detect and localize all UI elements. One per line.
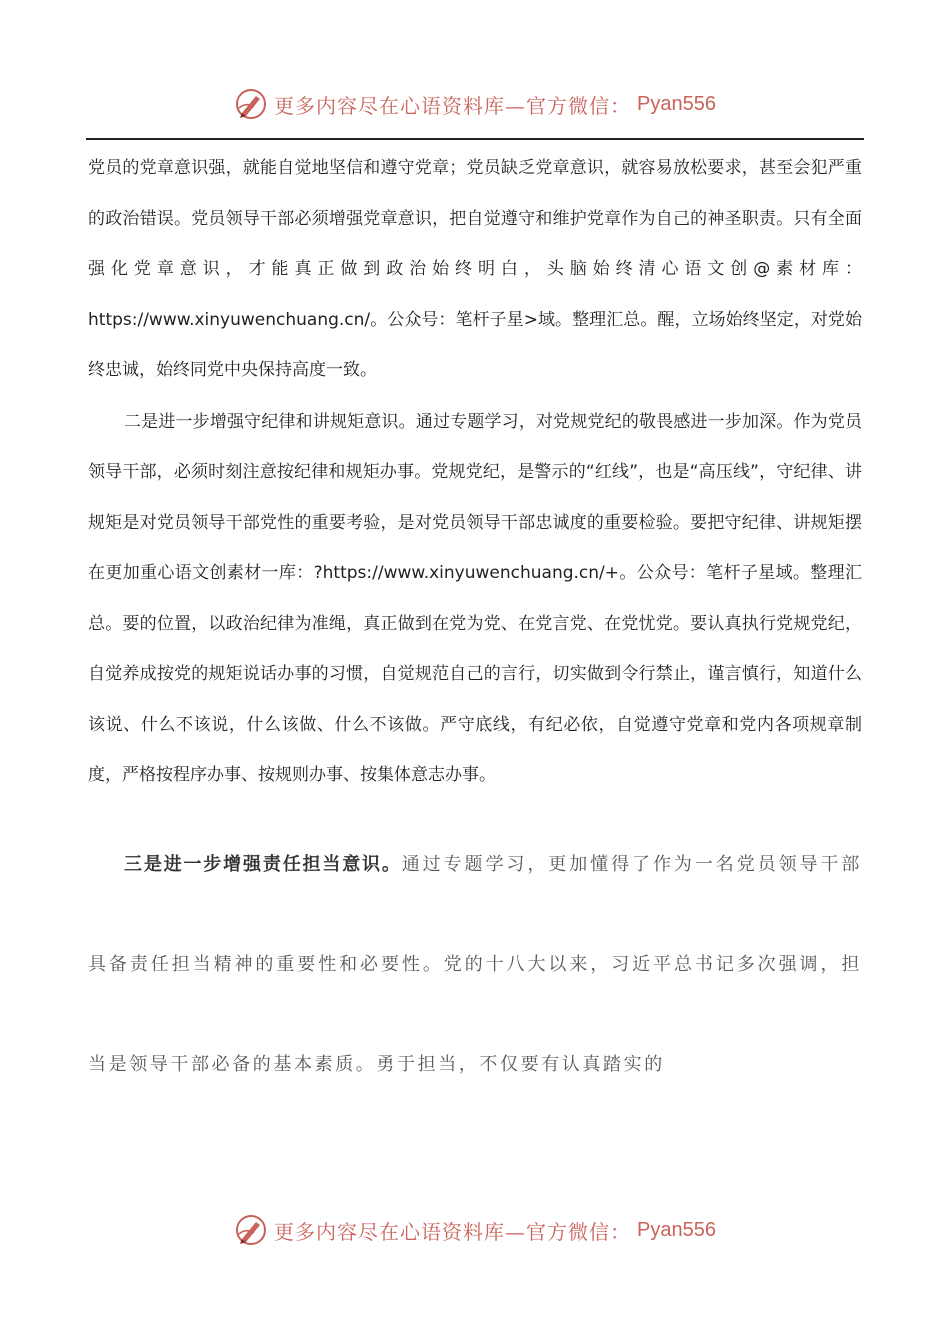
footer-brand: [234, 1213, 716, 1247]
page-footer: [0, 1210, 950, 1250]
paragraph-2: 二是进一步增强守纪律和讲规矩意识。通过专题学习，对党规党纪的敬畏感进一步加深。作为党员领导干部，必须时刻注意按纪律和规矩办事。党规党纪，是警示的“红线”，也是“高压线”，守纪律、讲规矩是对党员领导干部党性的重要考验，是对党员领导干部忠诚度的重要检验。要把守纪律、讲规矩摆在更加重心语文创素材一库：?https://www.xinyuwenchuang.cn/+。公众号：笔杆子星域。整理汇总。要的位置，以政治纪律为准绳，真正做到在党为党、在党言党、在党忧党。要认真执行党规党纪，自觉养成按党的规矩说话办事的习惯，自觉规范自己的言行，切实做到令行禁止，谨言慎行，知道什么该说、什么不该说，什么该做、什么不该做。严守底线，有纪必依，自觉遵守党章和党内各项规章制度，严格按程序办事、按规则办事、按集体意志办事。: [88, 411, 862, 785]
pen-logo-icon: [234, 87, 268, 121]
header-brand-id: Pyan556: [637, 92, 716, 115]
header-divider: [86, 138, 864, 140]
page-header: [0, 84, 950, 124]
footer-brand-id: Pyan556: [637, 1218, 716, 1241]
paragraph-3: [88, 815, 862, 1115]
footer-brand-text: 更多内容尽在心语资料库—官方微信：: [274, 1219, 632, 1244]
document-body: [88, 143, 862, 1115]
paragraph-3-body: 通过专题学习，更加懂得了作为一名党员领导干部具备责任担当精神的重要性和必要性。党的十八大以来，习近平总书记多次强调，担当是领导干部必备的基本素质。勇于担当，不仅要有认真踏实的: [88, 853, 862, 1075]
pen-logo-icon: [234, 1213, 268, 1247]
header-brand: [234, 87, 716, 121]
paragraph-3-lead: 三是进一步增强责任担当意识。: [124, 853, 402, 875]
paragraph-1: 党员的党章意识强，就能自觉地坚信和遵守党章；党员缺乏党章意识，就容易放松要求，甚至会犯严重的政治错误。党员领导干部必须增强党章意识，把自觉遵守和维护党章作为自己的神圣职责。只有全面强化党章意识，才能真正做到政治始终明白，头脑始终清心语文创@素材库：https://www.xinyuwenchuang.cn/。公众号：笔杆子星>域。整理汇总。醒，立场始终坚定，对党始终忠诚，始终同党中央保持高度一致。: [88, 158, 862, 380]
header-brand-text: 更多内容尽在心语资料库—官方微信：: [274, 93, 632, 118]
